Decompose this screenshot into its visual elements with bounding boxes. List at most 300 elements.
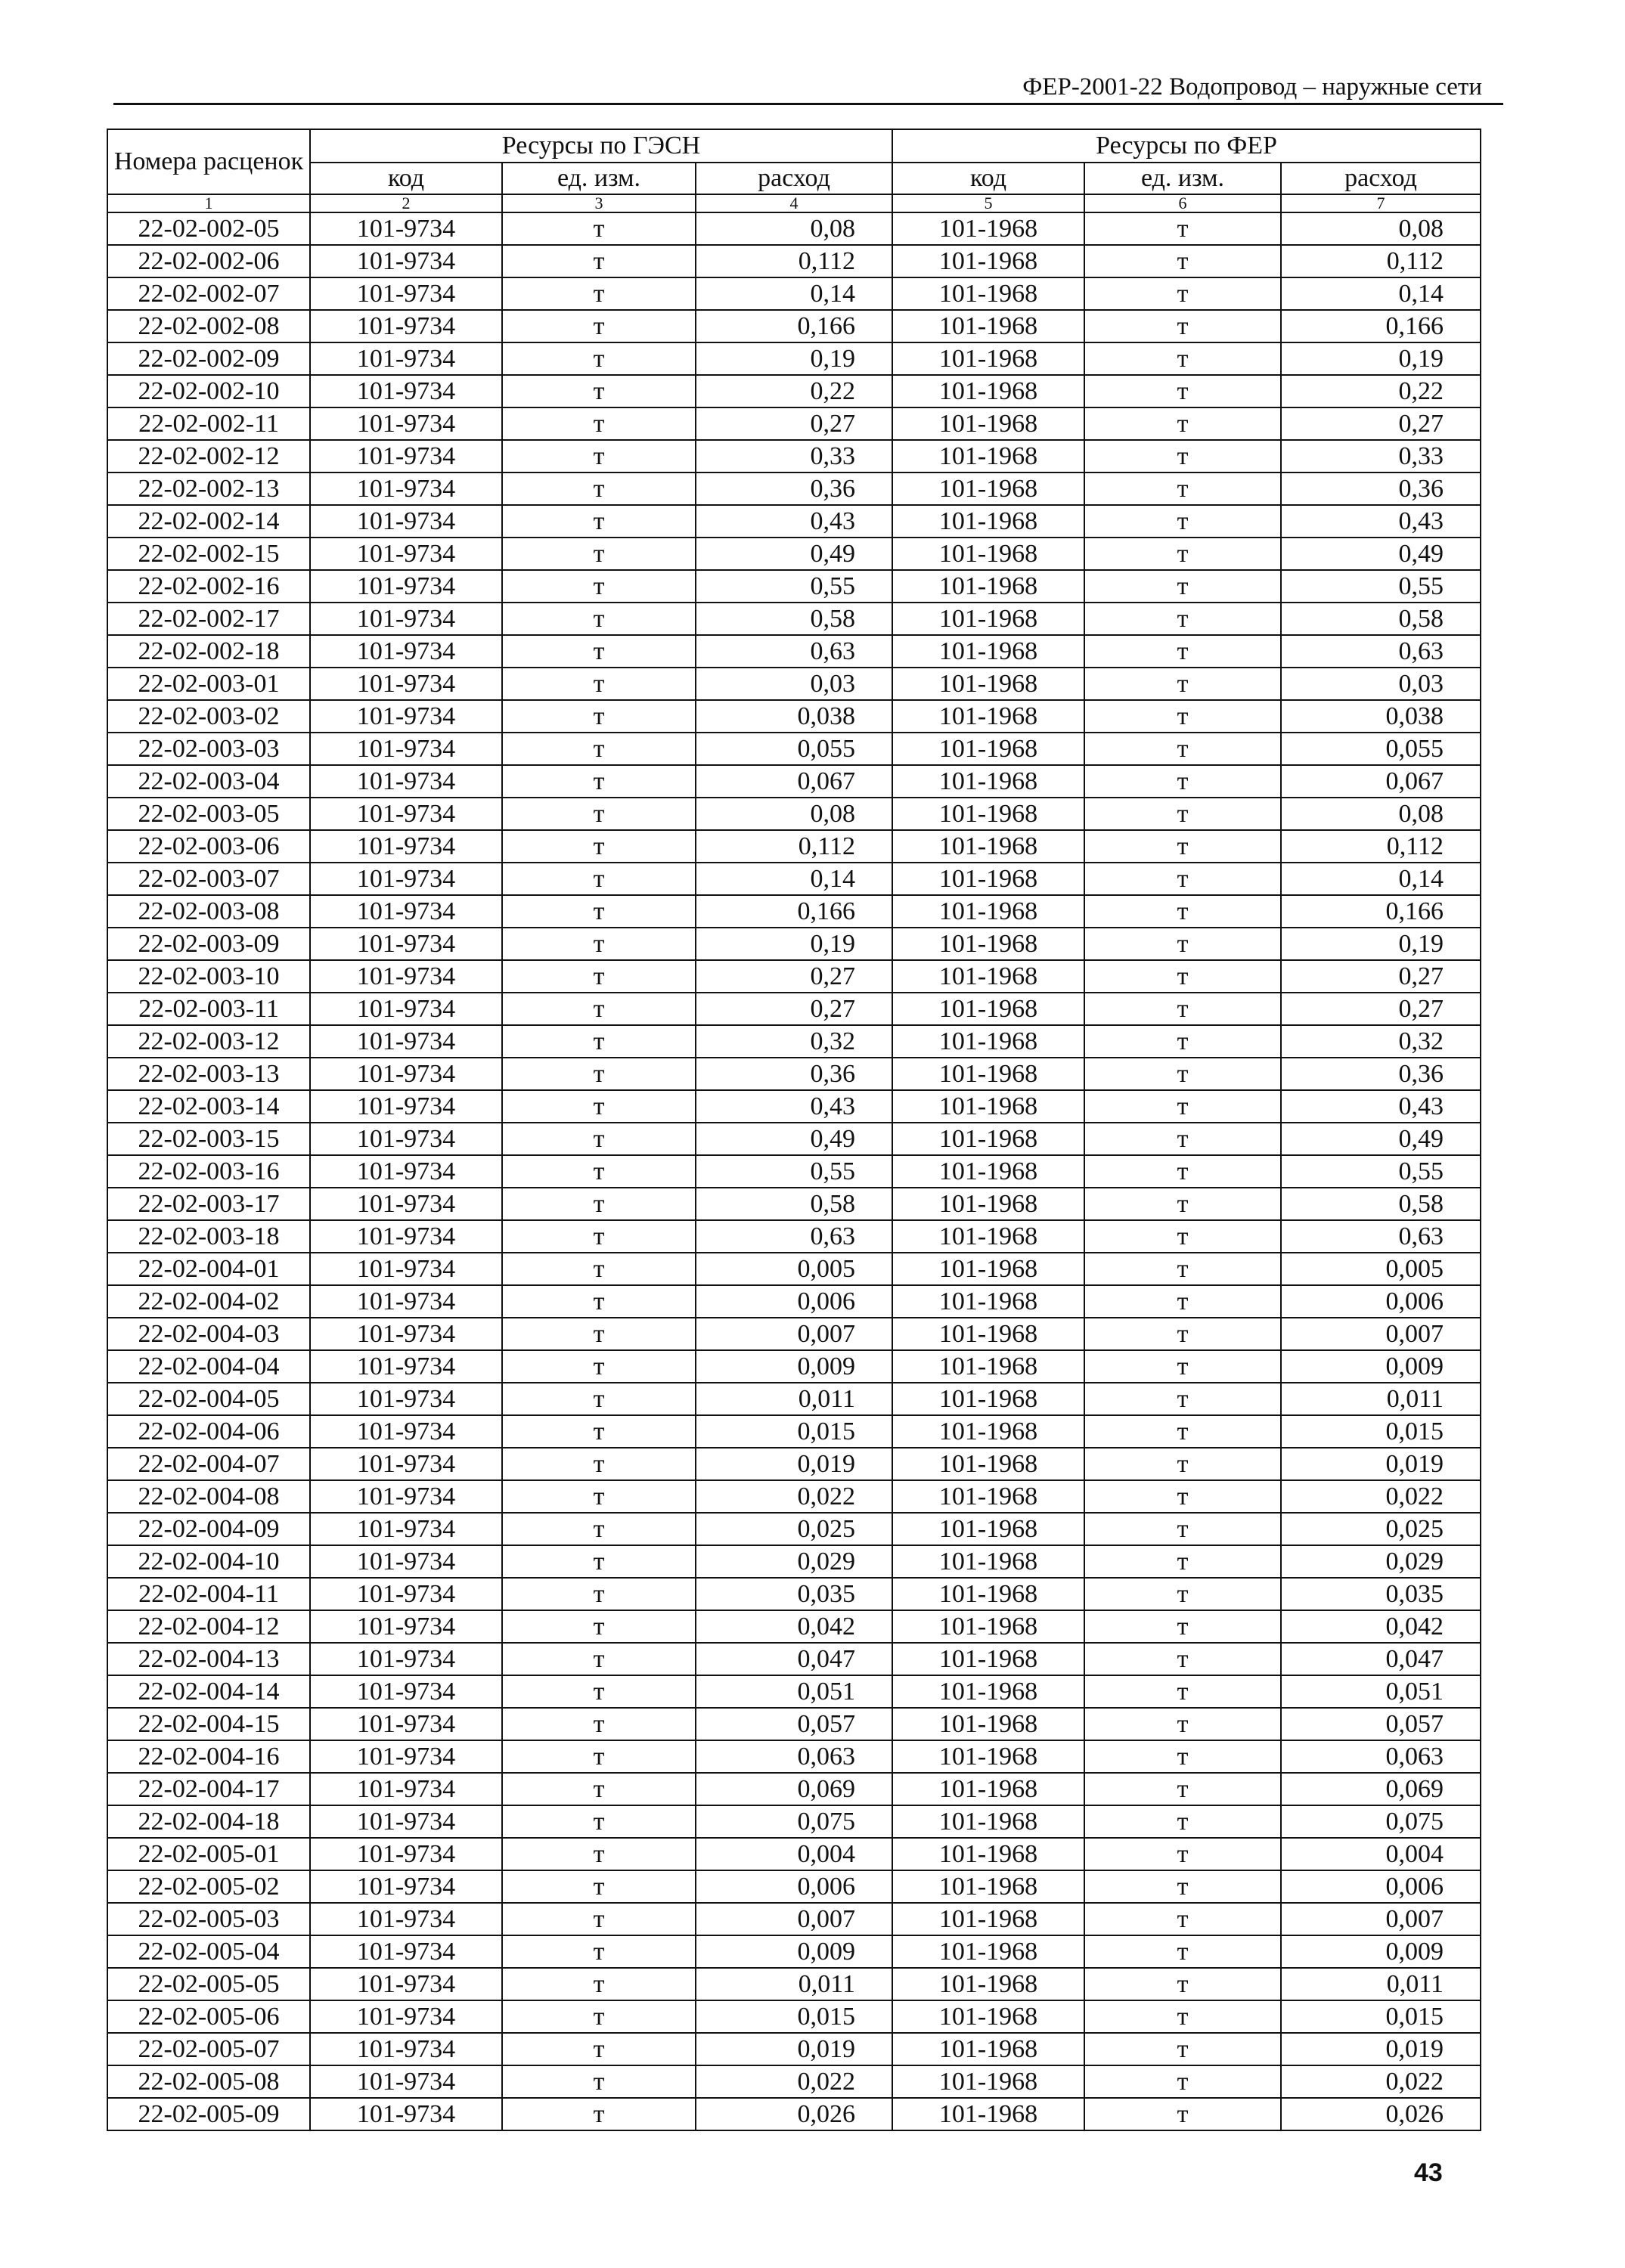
rate-number-cell: 22-02-003-07	[107, 863, 310, 895]
table-row	[107, 668, 1481, 700]
gesn-unit-cell: т	[502, 1123, 696, 1155]
table-row	[107, 993, 1481, 1025]
gesn-qty-cell: 0,063	[696, 1740, 892, 1773]
fer-code-cell: 101-1968	[892, 245, 1084, 277]
fer-qty-cell: 0,005	[1281, 1253, 1481, 1285]
table-row	[107, 1643, 1481, 1675]
rate-number-cell: 22-02-003-11	[107, 993, 310, 1025]
rate-number-cell: 22-02-005-02	[107, 1870, 310, 1903]
fer-qty-cell: 0,166	[1281, 310, 1481, 342]
table-row	[107, 1675, 1481, 1708]
gesn-code-cell: 101-9734	[310, 733, 502, 765]
fer-code-cell: 101-1968	[892, 1740, 1084, 1773]
fer-unit-cell: т	[1084, 1090, 1281, 1123]
rate-number-cell: 22-02-002-17	[107, 603, 310, 635]
gesn-code-cell: 101-9734	[310, 1415, 502, 1448]
fer-code-cell: 101-1968	[892, 1415, 1084, 1448]
gesn-qty-cell: 0,055	[696, 733, 892, 765]
rate-number-cell: 22-02-005-09	[107, 2098, 310, 2130]
gesn-unit-cell: т	[502, 1025, 696, 1058]
fer-qty-cell: 0,019	[1281, 2033, 1481, 2065]
header-row-subcolumns	[107, 163, 1481, 194]
fer-code-cell: 101-1968	[892, 863, 1084, 895]
gesn-unit-cell: т	[502, 1253, 696, 1285]
fer-unit-cell: т	[1084, 1188, 1281, 1220]
gesn-unit-cell: т	[502, 538, 696, 570]
fer-qty-cell: 0,067	[1281, 765, 1481, 798]
fer-qty-cell: 0,32	[1281, 1025, 1481, 1058]
gesn-code-cell: 101-9734	[310, 1740, 502, 1773]
gesn-unit-cell: т	[502, 635, 696, 668]
gesn-unit-cell: т	[502, 1773, 696, 1805]
gesn-code-cell: 101-9734	[310, 603, 502, 635]
table-row	[107, 472, 1481, 505]
fer-unit-cell: т	[1084, 1383, 1281, 1415]
page-number: 43	[1414, 2158, 1443, 2187]
gesn-code-cell: 101-9734	[310, 1025, 502, 1058]
fer-code-cell: 101-1968	[892, 1805, 1084, 1838]
fer-code-cell: 101-1968	[892, 635, 1084, 668]
gesn-unit-cell: т	[502, 212, 696, 245]
gesn-unit-cell: т	[502, 1513, 696, 1545]
fer-qty-cell: 0,015	[1281, 2000, 1481, 2033]
gesn-code-cell: 101-9734	[310, 1838, 502, 1870]
gesn-unit-cell: т	[502, 375, 696, 407]
header-gesn-resources: Ресурсы по ГЭСН	[310, 129, 892, 163]
table-row	[107, 1610, 1481, 1643]
gesn-qty-cell: 0,33	[696, 440, 892, 472]
gesn-qty-cell: 0,035	[696, 1578, 892, 1610]
fer-qty-cell: 0,36	[1281, 1058, 1481, 1090]
rate-number-cell: 22-02-005-01	[107, 1838, 310, 1870]
fer-code-cell: 101-1968	[892, 2033, 1084, 2065]
gesn-qty-cell: 0,011	[696, 1383, 892, 1415]
header-fer-resources: Ресурсы по ФЕР	[892, 129, 1481, 163]
fer-qty-cell: 0,006	[1281, 1870, 1481, 1903]
fer-unit-cell: т	[1084, 505, 1281, 538]
column-number: 2	[310, 194, 502, 212]
table-row	[107, 1188, 1481, 1220]
gesn-qty-cell: 0,047	[696, 1643, 892, 1675]
rate-number-cell: 22-02-005-05	[107, 1968, 310, 2000]
fer-qty-cell: 0,166	[1281, 895, 1481, 928]
fer-qty-cell: 0,075	[1281, 1805, 1481, 1838]
fer-unit-cell: т	[1084, 1968, 1281, 2000]
fer-code-cell: 101-1968	[892, 1708, 1084, 1740]
rate-number-cell: 22-02-003-09	[107, 928, 310, 960]
fer-unit-cell: т	[1084, 1220, 1281, 1253]
gesn-qty-cell: 0,029	[696, 1545, 892, 1578]
gesn-qty-cell: 0,075	[696, 1805, 892, 1838]
fer-unit-cell: т	[1084, 733, 1281, 765]
gesn-code-cell: 101-9734	[310, 700, 502, 733]
header-fer-qty: расход	[1281, 163, 1481, 194]
gesn-code-cell: 101-9734	[310, 928, 502, 960]
rate-number-cell: 22-02-004-11	[107, 1578, 310, 1610]
gesn-unit-cell: т	[502, 1838, 696, 1870]
page-header	[113, 73, 1503, 105]
gesn-qty-cell: 0,27	[696, 993, 892, 1025]
table-row	[107, 863, 1481, 895]
gesn-code-cell: 101-9734	[310, 2098, 502, 2130]
fer-unit-cell: т	[1084, 310, 1281, 342]
fer-unit-cell: т	[1084, 895, 1281, 928]
fer-code-cell: 101-1968	[892, 1090, 1084, 1123]
fer-unit-cell: т	[1084, 1025, 1281, 1058]
table-row	[107, 310, 1481, 342]
fer-unit-cell: т	[1084, 538, 1281, 570]
gesn-unit-cell: т	[502, 1675, 696, 1708]
fer-unit-cell: т	[1084, 1805, 1281, 1838]
gesn-qty-cell: 0,112	[696, 830, 892, 863]
fer-code-cell: 101-1968	[892, 830, 1084, 863]
column-number: 5	[892, 194, 1084, 212]
rate-number-cell: 22-02-004-14	[107, 1675, 310, 1708]
fer-qty-cell: 0,55	[1281, 570, 1481, 603]
rate-number-cell: 22-02-003-13	[107, 1058, 310, 1090]
gesn-code-cell: 101-9734	[310, 798, 502, 830]
gesn-code-cell: 101-9734	[310, 1383, 502, 1415]
gesn-unit-cell: т	[502, 700, 696, 733]
gesn-code-cell: 101-9734	[310, 1643, 502, 1675]
gesn-code-cell: 101-9734	[310, 1285, 502, 1318]
gesn-qty-cell: 0,069	[696, 1773, 892, 1805]
table-row	[107, 895, 1481, 928]
fer-code-cell: 101-1968	[892, 472, 1084, 505]
rate-number-cell: 22-02-002-14	[107, 505, 310, 538]
gesn-qty-cell: 0,019	[696, 2033, 892, 2065]
rate-number-cell: 22-02-002-10	[107, 375, 310, 407]
gesn-unit-cell: т	[502, 1935, 696, 1968]
gesn-qty-cell: 0,63	[696, 635, 892, 668]
fer-unit-cell: т	[1084, 635, 1281, 668]
fer-qty-cell: 0,022	[1281, 2065, 1481, 2098]
fer-unit-cell: т	[1084, 2000, 1281, 2033]
gesn-code-cell: 101-9734	[310, 1123, 502, 1155]
gesn-unit-cell: т	[502, 863, 696, 895]
fer-qty-cell: 0,33	[1281, 440, 1481, 472]
fer-code-cell: 101-1968	[892, 342, 1084, 375]
gesn-qty-cell: 0,49	[696, 1123, 892, 1155]
gesn-unit-cell: т	[502, 1155, 696, 1188]
gesn-qty-cell: 0,19	[696, 928, 892, 960]
fer-code-cell: 101-1968	[892, 1123, 1084, 1155]
rate-number-cell: 22-02-002-15	[107, 538, 310, 570]
fer-qty-cell: 0,038	[1281, 700, 1481, 733]
fer-code-cell: 101-1968	[892, 1350, 1084, 1383]
gesn-qty-cell: 0,08	[696, 212, 892, 245]
fer-code-cell: 101-1968	[892, 993, 1084, 1025]
gesn-code-cell: 101-9734	[310, 960, 502, 993]
fer-unit-cell: т	[1084, 1740, 1281, 1773]
table-row	[107, 2033, 1481, 2065]
table-row	[107, 1870, 1481, 1903]
table-row	[107, 1708, 1481, 1740]
rate-number-cell: 22-02-003-01	[107, 668, 310, 700]
gesn-qty-cell: 0,27	[696, 960, 892, 993]
gesn-qty-cell: 0,22	[696, 375, 892, 407]
table-row	[107, 1155, 1481, 1188]
gesn-unit-cell: т	[502, 798, 696, 830]
gesn-unit-cell: т	[502, 1805, 696, 1838]
fer-qty-cell: 0,057	[1281, 1708, 1481, 1740]
table-row	[107, 2000, 1481, 2033]
fer-unit-cell: т	[1084, 440, 1281, 472]
fer-unit-cell: т	[1084, 1253, 1281, 1285]
rate-number-cell: 22-02-004-09	[107, 1513, 310, 1545]
table-row	[107, 1123, 1481, 1155]
fer-unit-cell: т	[1084, 1285, 1281, 1318]
gesn-code-cell: 101-9734	[310, 1253, 502, 1285]
fer-code-cell: 101-1968	[892, 668, 1084, 700]
column-number: 4	[696, 194, 892, 212]
fer-qty-cell: 0,011	[1281, 1968, 1481, 2000]
fer-qty-cell: 0,55	[1281, 1155, 1481, 1188]
fer-code-cell: 101-1968	[892, 2000, 1084, 2033]
fer-code-cell: 101-1968	[892, 1155, 1084, 1188]
fer-code-cell: 101-1968	[892, 1838, 1084, 1870]
gesn-code-cell: 101-9734	[310, 635, 502, 668]
fer-code-cell: 101-1968	[892, 538, 1084, 570]
gesn-unit-cell: т	[502, 733, 696, 765]
header-row-column-numbers	[107, 194, 1481, 212]
fer-unit-cell: т	[1084, 1448, 1281, 1480]
rate-number-cell: 22-02-004-05	[107, 1383, 310, 1415]
rate-number-cell: 22-02-004-06	[107, 1415, 310, 1448]
gesn-code-cell: 101-9734	[310, 1188, 502, 1220]
table-row	[107, 1935, 1481, 1968]
fer-code-cell: 101-1968	[892, 1318, 1084, 1350]
gesn-qty-cell: 0,022	[696, 2065, 892, 2098]
gesn-code-cell: 101-9734	[310, 1350, 502, 1383]
table-row	[107, 1025, 1481, 1058]
table-row	[107, 765, 1481, 798]
gesn-qty-cell: 0,27	[696, 407, 892, 440]
gesn-qty-cell: 0,55	[696, 1155, 892, 1188]
gesn-unit-cell: т	[502, 1708, 696, 1740]
fer-unit-cell: т	[1084, 1935, 1281, 1968]
fer-code-cell: 101-1968	[892, 2065, 1084, 2098]
fer-code-cell: 101-1968	[892, 1383, 1084, 1415]
rate-number-cell: 22-02-004-07	[107, 1448, 310, 1480]
table-row	[107, 1415, 1481, 1448]
fer-unit-cell: т	[1084, 472, 1281, 505]
rate-number-cell: 22-02-003-12	[107, 1025, 310, 1058]
rate-number-cell: 22-02-003-14	[107, 1090, 310, 1123]
gesn-unit-cell: т	[502, 1870, 696, 1903]
gesn-qty-cell: 0,006	[696, 1870, 892, 1903]
fer-code-cell: 101-1968	[892, 1545, 1084, 1578]
fer-unit-cell: т	[1084, 700, 1281, 733]
rate-number-cell: 22-02-002-16	[107, 570, 310, 603]
fer-unit-cell: т	[1084, 2098, 1281, 2130]
table-row	[107, 1838, 1481, 1870]
gesn-code-cell: 101-9734	[310, 310, 502, 342]
gesn-unit-cell: т	[502, 1610, 696, 1643]
gesn-unit-cell: т	[502, 472, 696, 505]
gesn-unit-cell: т	[502, 993, 696, 1025]
gesn-unit-cell: т	[502, 1415, 696, 1448]
fer-code-cell: 101-1968	[892, 1773, 1084, 1805]
gesn-qty-cell: 0,015	[696, 1415, 892, 1448]
table-row	[107, 733, 1481, 765]
table-row	[107, 1090, 1481, 1123]
gesn-unit-cell: т	[502, 2033, 696, 2065]
fer-unit-cell: т	[1084, 1773, 1281, 1805]
gesn-unit-cell: т	[502, 2000, 696, 2033]
fer-unit-cell: т	[1084, 1415, 1281, 1448]
gesn-qty-cell: 0,43	[696, 505, 892, 538]
fer-unit-cell: т	[1084, 1643, 1281, 1675]
fer-qty-cell: 0,08	[1281, 212, 1481, 245]
gesn-code-cell: 101-9734	[310, 1545, 502, 1578]
gesn-unit-cell: т	[502, 928, 696, 960]
fer-qty-cell: 0,112	[1281, 245, 1481, 277]
table-row	[107, 1903, 1481, 1935]
fer-unit-cell: т	[1084, 960, 1281, 993]
gesn-code-cell: 101-9734	[310, 375, 502, 407]
gesn-code-cell: 101-9734	[310, 538, 502, 570]
table-row	[107, 1285, 1481, 1318]
gesn-code-cell: 101-9734	[310, 1870, 502, 1903]
fer-qty-cell: 0,035	[1281, 1578, 1481, 1610]
fer-unit-cell: т	[1084, 277, 1281, 310]
gesn-code-cell: 101-9734	[310, 1675, 502, 1708]
header-row-groups	[107, 129, 1481, 163]
fer-unit-cell: т	[1084, 570, 1281, 603]
gesn-unit-cell: т	[502, 245, 696, 277]
rate-number-cell: 22-02-003-05	[107, 798, 310, 830]
gesn-code-cell: 101-9734	[310, 1058, 502, 1090]
rate-number-cell: 22-02-002-13	[107, 472, 310, 505]
gesn-unit-cell: т	[502, 1545, 696, 1578]
gesn-unit-cell: т	[502, 668, 696, 700]
rate-number-cell: 22-02-003-15	[107, 1123, 310, 1155]
fer-unit-cell: т	[1084, 212, 1281, 245]
gesn-qty-cell: 0,14	[696, 863, 892, 895]
fer-code-cell: 101-1968	[892, 505, 1084, 538]
gesn-code-cell: 101-9734	[310, 1708, 502, 1740]
gesn-qty-cell: 0,025	[696, 1513, 892, 1545]
table-row	[107, 1968, 1481, 2000]
gesn-code-cell: 101-9734	[310, 1448, 502, 1480]
gesn-qty-cell: 0,36	[696, 1058, 892, 1090]
rate-number-cell: 22-02-003-04	[107, 765, 310, 798]
gesn-qty-cell: 0,58	[696, 1188, 892, 1220]
table-row	[107, 570, 1481, 603]
gesn-qty-cell: 0,005	[696, 1253, 892, 1285]
gesn-unit-cell: т	[502, 2098, 696, 2130]
fer-qty-cell: 0,063	[1281, 1740, 1481, 1773]
fer-code-cell: 101-1968	[892, 1285, 1084, 1318]
column-number: 6	[1084, 194, 1281, 212]
rate-number-cell: 22-02-004-15	[107, 1708, 310, 1740]
rate-number-cell: 22-02-004-17	[107, 1773, 310, 1805]
fer-qty-cell: 0,43	[1281, 505, 1481, 538]
rate-number-cell: 22-02-003-17	[107, 1188, 310, 1220]
table-body	[107, 212, 1481, 2130]
rate-number-cell: 22-02-004-12	[107, 1610, 310, 1643]
fer-unit-cell: т	[1084, 830, 1281, 863]
gesn-qty-cell: 0,009	[696, 1350, 892, 1383]
gesn-code-cell: 101-9734	[310, 668, 502, 700]
gesn-code-cell: 101-9734	[310, 2065, 502, 2098]
fer-qty-cell: 0,14	[1281, 277, 1481, 310]
table-row	[107, 407, 1481, 440]
header-gesn-unit: ед. изм.	[502, 163, 696, 194]
header-gesn-code: код	[310, 163, 502, 194]
header-fer-code: код	[892, 163, 1084, 194]
table-row	[107, 1383, 1481, 1415]
fer-code-cell: 101-1968	[892, 1903, 1084, 1935]
fer-qty-cell: 0,49	[1281, 1123, 1481, 1155]
fer-qty-cell: 0,63	[1281, 635, 1481, 668]
fer-code-cell: 101-1968	[892, 1610, 1084, 1643]
fer-unit-cell: т	[1084, 1903, 1281, 1935]
fer-code-cell: 101-1968	[892, 1220, 1084, 1253]
gesn-qty-cell: 0,166	[696, 310, 892, 342]
gesn-code-cell: 101-9734	[310, 1935, 502, 1968]
rate-number-cell: 22-02-003-02	[107, 700, 310, 733]
fer-unit-cell: т	[1084, 342, 1281, 375]
fer-unit-cell: т	[1084, 1578, 1281, 1610]
table-row	[107, 1545, 1481, 1578]
gesn-qty-cell: 0,042	[696, 1610, 892, 1643]
fer-qty-cell: 0,112	[1281, 830, 1481, 863]
table-row	[107, 440, 1481, 472]
table-row	[107, 1773, 1481, 1805]
gesn-code-cell: 101-9734	[310, 1968, 502, 2000]
header-rate-numbers: Номера расценок	[107, 129, 310, 194]
document-title: ФЕР-2001-22 Водопровод – наружные сети	[1022, 73, 1482, 101]
gesn-unit-cell: т	[502, 1903, 696, 1935]
fer-qty-cell: 0,055	[1281, 733, 1481, 765]
fer-qty-cell: 0,025	[1281, 1513, 1481, 1545]
table-row	[107, 1058, 1481, 1090]
gesn-code-cell: 101-9734	[310, 440, 502, 472]
resources-table	[107, 129, 1481, 2131]
fer-code-cell: 101-1968	[892, 1643, 1084, 1675]
fer-unit-cell: т	[1084, 2065, 1281, 2098]
gesn-unit-cell: т	[502, 1285, 696, 1318]
fer-code-cell: 101-1968	[892, 1448, 1084, 1480]
fer-unit-cell: т	[1084, 1350, 1281, 1383]
gesn-unit-cell: т	[502, 1383, 696, 1415]
fer-unit-cell: т	[1084, 1545, 1281, 1578]
gesn-code-cell: 101-9734	[310, 895, 502, 928]
gesn-qty-cell: 0,006	[696, 1285, 892, 1318]
gesn-code-cell: 101-9734	[310, 1610, 502, 1643]
table-header	[107, 129, 1481, 212]
fer-unit-cell: т	[1084, 1513, 1281, 1545]
gesn-qty-cell: 0,49	[696, 538, 892, 570]
fer-code-cell: 101-1968	[892, 212, 1084, 245]
fer-code-cell: 101-1968	[892, 928, 1084, 960]
rate-number-cell: 22-02-002-08	[107, 310, 310, 342]
fer-qty-cell: 0,43	[1281, 1090, 1481, 1123]
fer-unit-cell: т	[1084, 1610, 1281, 1643]
column-number: 3	[502, 194, 696, 212]
fer-unit-cell: т	[1084, 2033, 1281, 2065]
gesn-unit-cell: т	[502, 960, 696, 993]
gesn-qty-cell: 0,55	[696, 570, 892, 603]
gesn-code-cell: 101-9734	[310, 1578, 502, 1610]
fer-unit-cell: т	[1084, 1318, 1281, 1350]
gesn-code-cell: 101-9734	[310, 863, 502, 895]
fer-qty-cell: 0,015	[1281, 1415, 1481, 1448]
fer-qty-cell: 0,58	[1281, 1188, 1481, 1220]
gesn-qty-cell: 0,057	[696, 1708, 892, 1740]
